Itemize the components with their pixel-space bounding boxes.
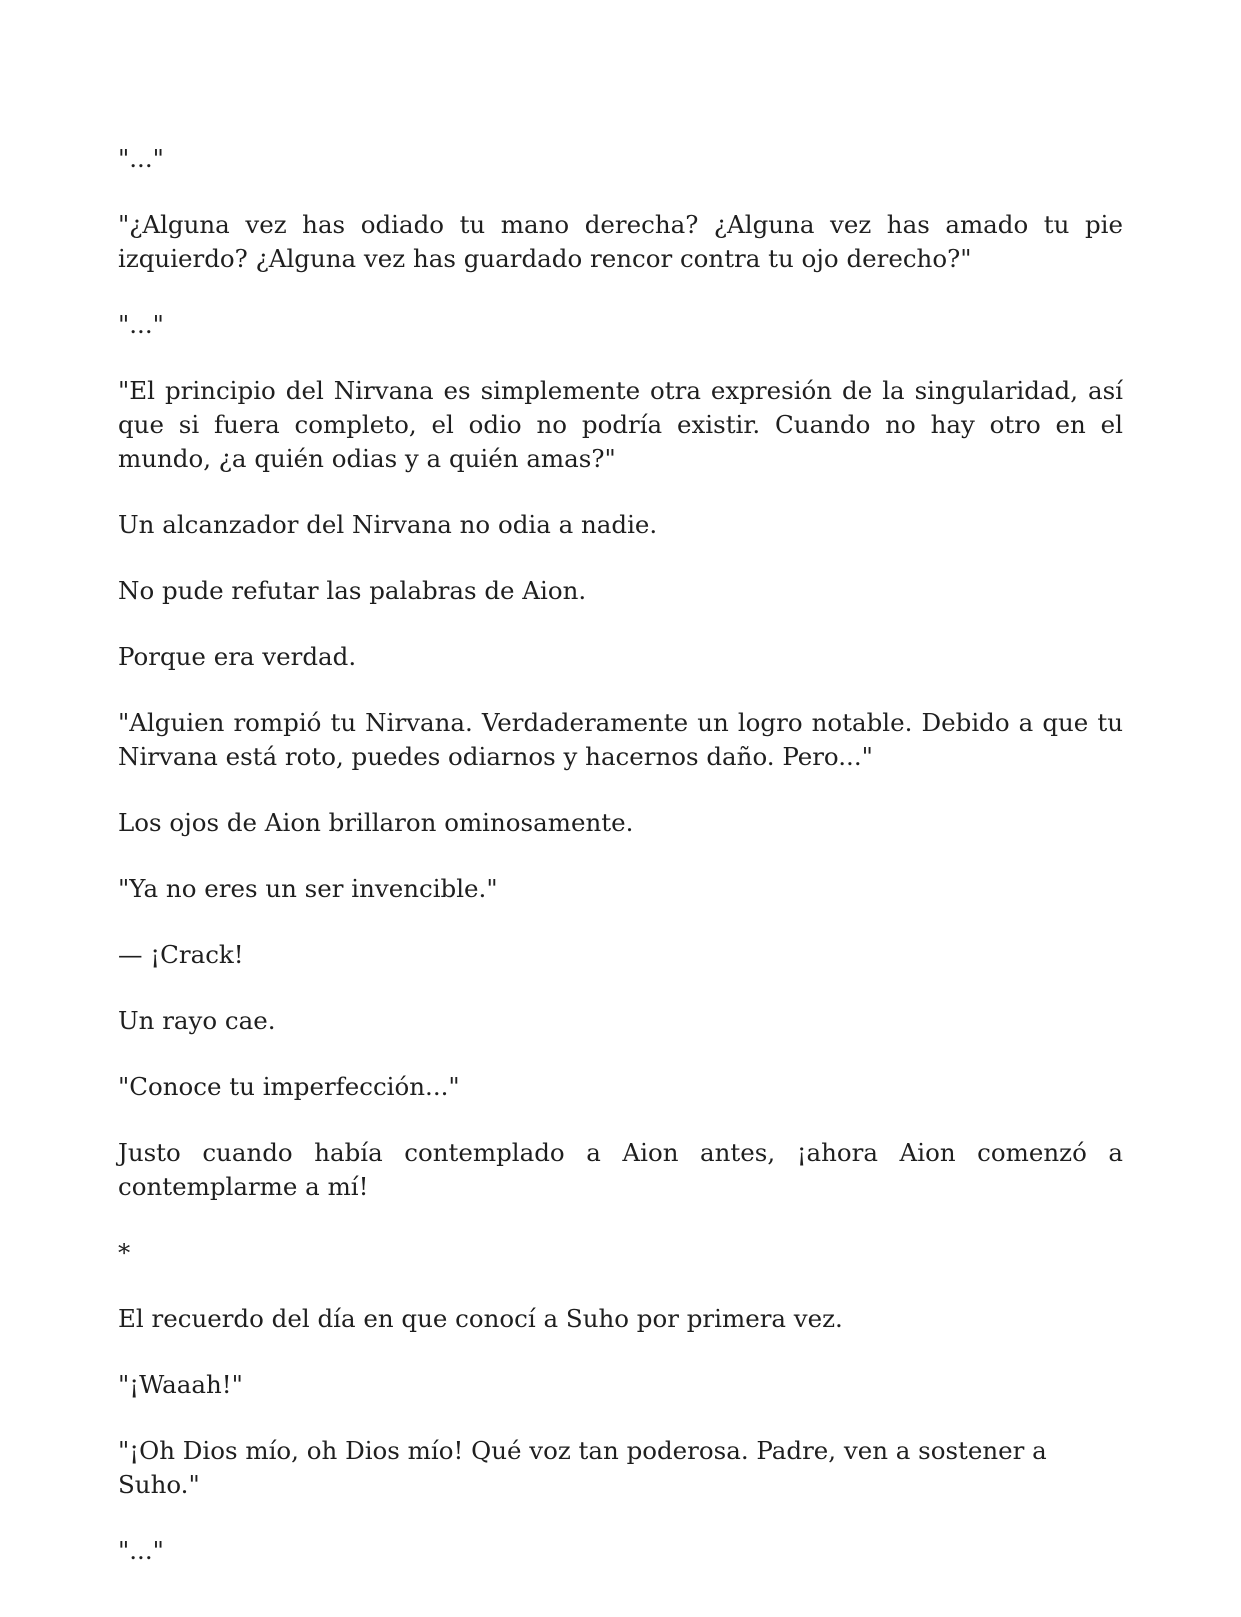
paragraph-right-hand-question: "¿Alguna vez has odiado tu mano derecha? ¿Alguna vez has amado tu pie izquierdo? ¿Alguna vez has guardado rencor contra tu ojo derecho?" <box>118 210 1123 273</box>
paragraph-contemplate: Justo cuando había contemplado a Aion antes, ¡ahora Aion comenzó a contemplarme a mí! <box>118 1138 1123 1201</box>
paragraph-eyes-shine: Los ojos de Aion brillaron ominosamente. <box>118 808 634 837</box>
paragraph-not-invincible: "Ya no eres un ser invencible." <box>118 874 498 903</box>
paragraph-imperfection: "Conoce tu imperfección..." <box>118 1072 460 1101</box>
paragraph-truth: Porque era verdad. <box>118 642 357 671</box>
paragraph-memory: El recuerdo del día en que conocí a Suho por primera vez. <box>118 1304 843 1333</box>
paragraph-oh-dios: "¡Oh Dios mío, oh Dios mío! Qué voz tan poderosa. Padre, ven a sostener a Suho." <box>118 1436 1047 1499</box>
paragraph-lightning: Un rayo cae. <box>118 1006 276 1035</box>
paragraph-waaah: "¡Waaah!" <box>118 1370 243 1399</box>
paragraph-broken-nirvana: "Alguien rompió tu Nirvana. Verdaderamente un logro notable. Debido a que tu Nirvana está roto, puedes odiarnos y hacernos daño. Pero..." <box>118 708 1123 771</box>
document-page <box>118 142 1123 1600</box>
section-break-asterisk: * <box>118 1238 131 1267</box>
paragraph-ellipsis-3: "..." <box>118 1536 164 1565</box>
paragraph-nirvana-principle: "El principio del Nirvana es simplemente otra expresión de la singularidad, así que si fuera completo, el odio no podría existir. Cuando no hay otro en el mundo, ¿a quién odias y a quién amas?" <box>118 376 1123 473</box>
paragraph-ellipsis-1: "..." <box>118 144 164 173</box>
paragraph-nirvana-reacher: Un alcanzador del Nirvana no odia a nadie. <box>118 510 658 539</box>
paragraph-ellipsis-2: "..." <box>118 310 164 339</box>
paragraph-crack: — ¡Crack! <box>118 940 244 969</box>
paragraph-refute: No pude refutar las palabras de Aion. <box>118 576 587 605</box>
